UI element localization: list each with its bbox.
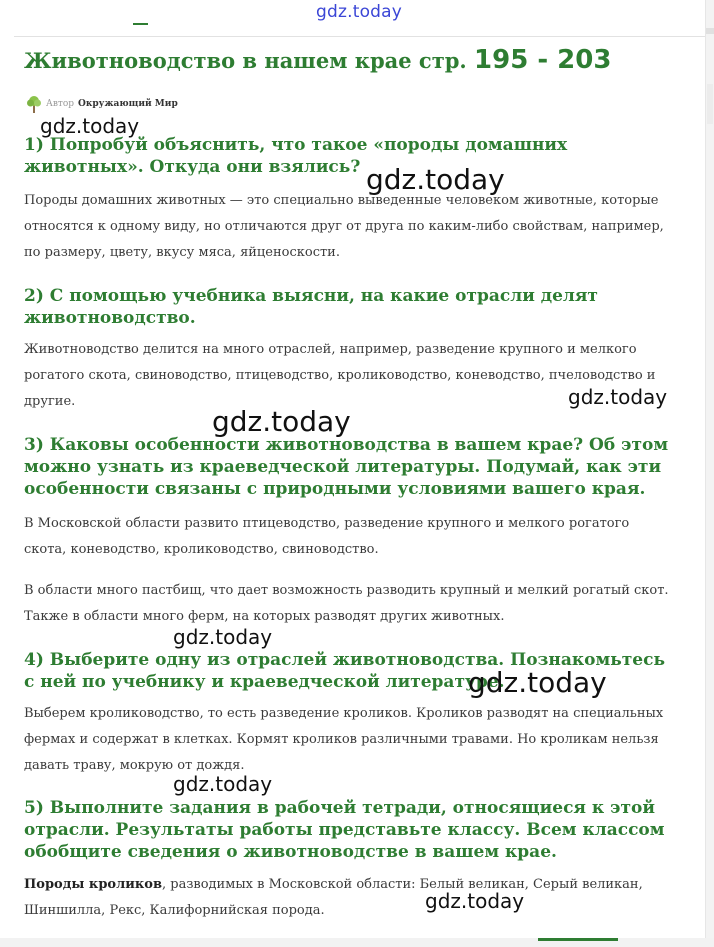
page-title-text: Животноводство в нашем крае стр. — [24, 48, 467, 73]
answer-4: Выберем кролиководство, то есть разведение кроликов. Кроликов разводят на специальных фермах и содержат в клетках. Кормят кроликов различными травами. Но кроликам нельзя давать траву, мокрую от дождя. — [24, 706, 664, 773]
nav-dash[interactable] — [133, 23, 148, 25]
site-logo-watermark[interactable]: gdz.today — [316, 2, 403, 22]
answer-3a: В Московской области развито птицеводство, разведение крупного и мелкого рогатого скота, коневодство, кролиководство, свиноводство. — [24, 516, 630, 557]
page-title-pages: 195 - 203 — [474, 45, 612, 75]
watermark-text: gdz.today — [173, 772, 273, 796]
answer-1: Породы домашних животных — это специально выведенные человеком животные, которые относятся к одному виду, но отличаются друг от друга по каким-либо свойствам, например, по размеру, цвету, вкусу мяса, яйценоскости. — [24, 193, 664, 260]
watermark-text: gdz.today — [366, 163, 505, 196]
answer-5 — [24, 872, 674, 924]
author-label: Автор — [46, 99, 75, 109]
scrollbar-notch — [706, 28, 714, 34]
author-name[interactable]: Окружающий Мир — [78, 99, 178, 109]
question-2: 2) С помощью учебника выясни, на какие отрасли делят животноводство. — [24, 286, 598, 328]
author-line — [24, 94, 178, 114]
answer-2: Животноводство делится на много отраслей, например, разведение крупного и мелкого рогатого скота, свиноводство, птицеводство, кролиководство, коневодство, пчеловодство и другие. — [24, 342, 656, 409]
watermark-text: gdz.today — [173, 625, 273, 649]
question-3: 3) Каковы особенности животноводства в вашем крае? Об этом можно узнать из краеведческой литературы. Подумай, как эти особенности связаны с природными условиями вашего края. — [24, 435, 669, 499]
watermark-text: gdz.today — [40, 114, 140, 138]
watermark-text: gdz.today — [425, 889, 525, 913]
watermark-text: gdz.today — [568, 385, 668, 409]
watermark-text: gdz.today — [468, 666, 607, 699]
watermark-text: gdz.today — [212, 405, 351, 438]
answer-3b: В области много пастбищ, что дает возможность разводить крупный и мелкий рогатый скот. Также в области много ферм, на которых разводят других животных. — [24, 583, 669, 624]
question-1: 1) Попробуй объяснить, что такое «породы домашних животных». Откуда они взялись? — [24, 135, 568, 177]
answer-5-rest: , разводимых в Московской области: Белый великан, Серый великан, Шиншилла, Рекс, Калифорнийская порода. — [24, 877, 643, 918]
scrollbar-thumb[interactable] — [707, 84, 713, 124]
top-bar — [0, 0, 714, 36]
page-title — [24, 44, 694, 77]
question-5: 5) Выполните задания в рабочей тетради, относящиеся к этой отрасли. Результаты работы представьте классу. Всем классом обобщите сведения о животноводстве в вашем крае. — [24, 798, 665, 862]
question-4: 4) Выберите одну из отраслей животноводства. Познакомьтесь с ней по учебнику и краеведческой литературе. — [24, 650, 665, 692]
tree-icon — [24, 94, 44, 114]
bottom-accent[interactable] — [538, 938, 618, 941]
header-divider — [14, 36, 714, 37]
page-scrollbar[interactable] — [705, 0, 714, 947]
answer-5-bold: Породы кроликов — [24, 877, 162, 892]
bottom-bar — [0, 938, 714, 947]
